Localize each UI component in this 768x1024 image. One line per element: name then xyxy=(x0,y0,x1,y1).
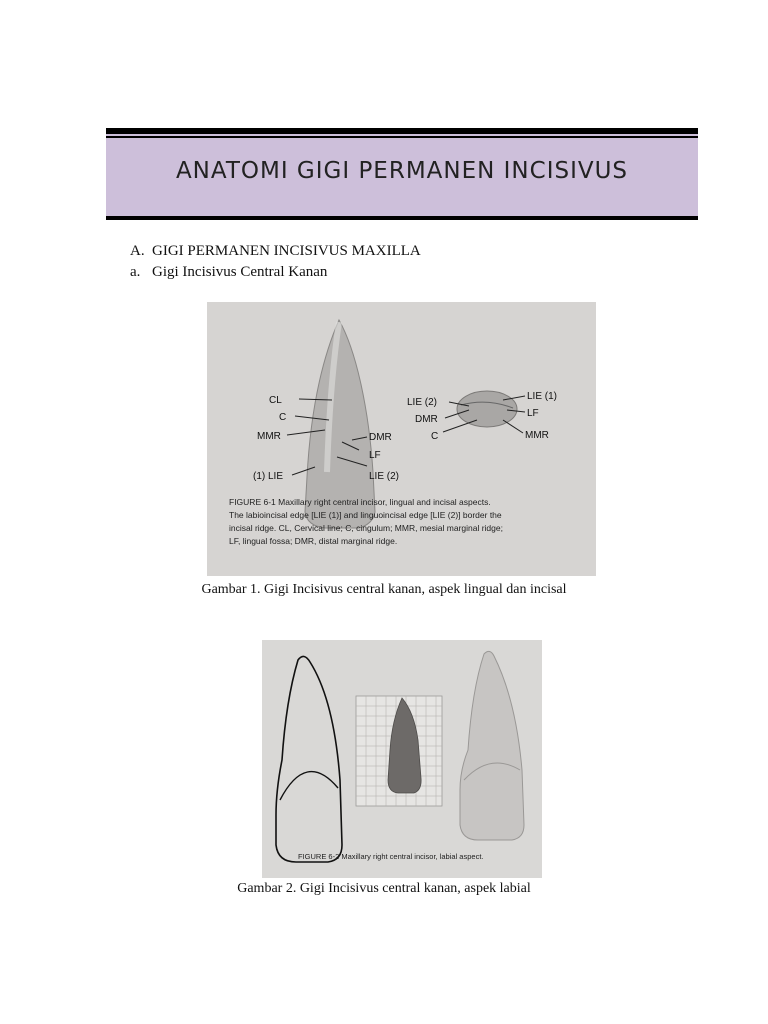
subsection-heading-a xyxy=(130,264,327,281)
section-marker: A. xyxy=(130,243,145,259)
fig1-label-dmr: DMR xyxy=(369,432,392,443)
figure-2-image xyxy=(262,640,542,878)
fig1-incisal-label-lf: LF xyxy=(527,408,539,419)
figure-1-caption: Gambar 1. Gigi Incisivus central kanan, aspek lingual dan incisal xyxy=(201,582,567,597)
fig1-label-lf: LF xyxy=(369,450,381,461)
fig1-legend-line-1: FIGURE 6-1 Maxillary right central incisor, lingual and incisal aspects. xyxy=(229,497,491,507)
fig1-incisal-label-dmr: DMR xyxy=(415,414,438,425)
title-top-rule xyxy=(106,128,698,134)
section-heading-text: GIGI PERMANEN INCISIVUS MAXILLA xyxy=(152,243,421,259)
title-top-rule-thin xyxy=(106,136,698,138)
fig1-label-mmr: MMR xyxy=(257,431,281,442)
fig1-incisal-label-c: C xyxy=(431,431,439,442)
fig2-legend: FIGURE 6-2 Maxillary right central incisor, labial aspect. xyxy=(298,852,484,861)
fig1-label-lie2: LIE (2) xyxy=(369,471,400,482)
title-banner xyxy=(106,128,698,220)
section-heading-a xyxy=(130,243,421,260)
fig1-label-cl: CL xyxy=(269,395,282,406)
fig1-label-c: C xyxy=(279,412,287,423)
subsection-heading-text: Gigi Incisivus Central Kanan xyxy=(152,264,328,280)
figure-2-caption: Gambar 2. Gigi Incisivus central kanan, aspek labial xyxy=(237,881,531,896)
figure-1-image xyxy=(207,302,596,576)
fig1-label-lie1: (1) LIE xyxy=(253,471,284,482)
page-title: ANATOMI GIGI PERMANEN INCISIVUS xyxy=(175,158,629,184)
fig1-incisal-label-lie1: LIE (1) xyxy=(527,391,558,402)
incisor-outline-drawing xyxy=(276,656,342,862)
fig1-legend-line-4: LF, lingual fossa; DMR, distal marginal ridge. xyxy=(229,536,398,546)
fig1-legend-line-2: The labioincisal edge [LIE (1)] and linguoincisal edge [LIE (2)] border the xyxy=(229,510,502,520)
title-bottom-rule xyxy=(106,216,698,220)
incisor-shaded-drawing xyxy=(460,651,524,840)
incisor-incisal-shape xyxy=(457,391,517,427)
fig1-incisal-label-mmr: MMR xyxy=(525,430,549,441)
fig1-incisal-label-lie2: LIE (2) xyxy=(407,397,438,408)
fig1-legend-line-3: incisal ridge. CL, Cervical line; C, cingulum; MMR, mesial marginal ridge; xyxy=(229,523,503,533)
subsection-marker: a. xyxy=(130,264,141,280)
